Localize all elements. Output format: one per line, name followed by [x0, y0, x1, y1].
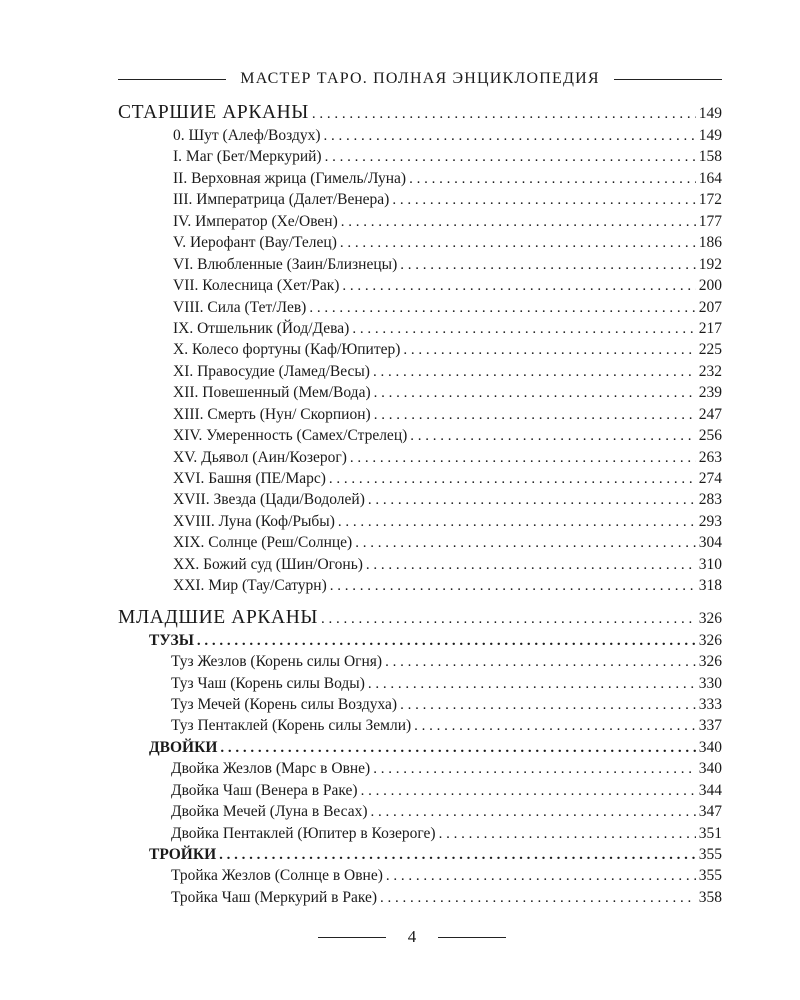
- toc-subentry[interactable]: [118, 823, 722, 844]
- toc-page-number: 263: [698, 448, 722, 466]
- toc-subentry[interactable]: [118, 780, 722, 801]
- toc-entry-title: МЛАДШИЕ АРКАНЫ: [118, 606, 318, 628]
- toc-entry-title: ТУЗЫ: [149, 631, 194, 649]
- header-rule-left: [118, 79, 226, 80]
- running-header-title: МАСТЕР ТАРО. ПОЛНАЯ ЭНЦИКЛОПЕДИЯ: [240, 70, 600, 87]
- toc-entry-title: ДВОЙКИ: [149, 738, 218, 756]
- toc-entry-title: XIII. Смерть (Нун/ Скорпион): [173, 405, 371, 423]
- toc-entry[interactable]: [118, 232, 722, 253]
- dot-leader: [374, 405, 696, 426]
- toc-subentry[interactable]: [118, 758, 722, 779]
- toc-entry-title: III. Императрица (Далет/Венера): [173, 191, 390, 209]
- toc-entry[interactable]: [118, 189, 722, 210]
- dot-leader: [338, 512, 696, 533]
- toc-page-number: 326: [698, 631, 722, 649]
- toc-page-number: 232: [698, 362, 722, 380]
- toc-entry-title: VII. Колесница (Хет/Рак): [173, 277, 340, 295]
- toc-page-number: 333: [698, 695, 722, 713]
- dot-leader: [410, 426, 695, 447]
- dot-leader: [325, 147, 696, 168]
- toc-entry[interactable]: [118, 168, 722, 189]
- dot-leader: [312, 102, 696, 126]
- dot-leader: [321, 607, 696, 631]
- header-rule-right: [614, 79, 722, 80]
- dot-leader: [373, 362, 696, 383]
- toc-entry-title: XVII. Звезда (Цади/Водолей): [173, 491, 365, 509]
- page-footer: [318, 925, 506, 949]
- toc-page-number: 358: [698, 888, 722, 906]
- toc-entry-title: СТАРШИЕ АРКАНЫ: [118, 102, 309, 123]
- toc-page-number: 186: [698, 234, 722, 252]
- dot-leader: [385, 652, 696, 673]
- toc-entry[interactable]: [118, 554, 722, 575]
- dot-leader: [340, 233, 696, 254]
- toc-entry[interactable]: [118, 211, 722, 232]
- toc-page-number: 200: [698, 277, 722, 295]
- toc-entry-title: Двойка Пентаклей (Юпитер в Козероге): [171, 824, 436, 842]
- toc-subentry[interactable]: [118, 801, 722, 822]
- toc-page-number: 256: [698, 427, 722, 445]
- toc-page-number: 340: [698, 760, 722, 778]
- toc-page-number: 318: [698, 577, 722, 595]
- toc-subentry[interactable]: [118, 673, 722, 694]
- toc-entry[interactable]: [118, 404, 722, 425]
- dot-leader: [400, 695, 696, 716]
- toc-page-number: 225: [698, 341, 722, 359]
- dot-leader: [330, 576, 696, 597]
- toc-group[interactable]: [118, 630, 722, 651]
- toc-entry-title: XXI. Мир (Тау/Сатурн): [173, 577, 327, 595]
- toc-entry[interactable]: [118, 318, 722, 339]
- dot-leader: [361, 781, 696, 802]
- toc-page-number: 347: [698, 803, 722, 821]
- toc-entry[interactable]: [118, 511, 722, 532]
- dot-leader: [368, 490, 696, 511]
- dot-leader: [373, 759, 696, 780]
- toc-entry[interactable]: [118, 382, 722, 403]
- toc-page-number: 158: [698, 148, 722, 166]
- toc-page-number: 274: [698, 470, 722, 487]
- dot-leader: [439, 824, 696, 845]
- dot-leader: [350, 448, 696, 469]
- dot-leader: [219, 845, 696, 866]
- toc-subentry[interactable]: [118, 865, 722, 886]
- toc-page-number: 293: [698, 512, 722, 530]
- toc-section[interactable]: [118, 101, 722, 125]
- toc-entry-title: XX. Божий суд (Шин/Огонь): [173, 555, 363, 573]
- toc-entry[interactable]: [118, 532, 722, 553]
- toc-section[interactable]: [118, 606, 722, 630]
- toc-entry[interactable]: [118, 146, 722, 167]
- toc-page-number: 177: [698, 212, 722, 230]
- toc-entry[interactable]: [118, 425, 722, 446]
- toc-page-number: 149: [698, 105, 722, 122]
- toc-entry[interactable]: [118, 575, 722, 596]
- dot-leader: [403, 340, 695, 361]
- toc-entry-title: Туз Пентаклей (Корень силы Земли): [171, 717, 412, 735]
- toc-page-number: 149: [698, 127, 722, 144]
- toc-entry-title: XIV. Умеренность (Самех/Стрелец): [173, 427, 408, 445]
- toc-subentry[interactable]: [118, 694, 722, 715]
- dot-leader: [355, 533, 696, 554]
- dot-leader: [368, 674, 696, 695]
- toc-entry[interactable]: [118, 468, 722, 489]
- toc-entry[interactable]: [118, 361, 722, 382]
- toc-entry-title: IV. Император (Хе/Овен): [173, 212, 338, 230]
- toc-entry-title: Двойка Мечей (Луна в Весах): [171, 803, 368, 821]
- dot-leader: [380, 888, 696, 909]
- dot-leader: [324, 126, 696, 147]
- toc-page-number: 172: [698, 191, 722, 209]
- toc-entry[interactable]: [118, 275, 722, 296]
- toc-entry-title: Тройка Жезлов (Солнце в Овне): [171, 867, 383, 885]
- toc-entry-title: XV. Дьявол (Аин/Козерог): [173, 448, 347, 466]
- dot-leader: [366, 555, 696, 576]
- toc-group[interactable]: [118, 844, 722, 865]
- toc-entry-title: I. Маг (Бет/Меркурий): [173, 148, 322, 166]
- toc-page-number: 164: [698, 169, 722, 187]
- toc-subentry[interactable]: [118, 887, 722, 908]
- toc-entry-title: XVIII. Луна (Коф/Рыбы): [173, 512, 335, 530]
- toc-entry-title: 0. Шут (Алеф/Воздух): [173, 127, 321, 144]
- dot-leader: [371, 802, 696, 823]
- toc-entry-title: II. Верховная жрица (Гимель/Луна): [173, 169, 407, 187]
- dot-leader: [341, 212, 696, 233]
- toc-entry-title: Туз Жезлов (Корень силы Огня): [171, 653, 383, 671]
- toc-entry[interactable]: [118, 125, 722, 146]
- toc-entry-title: XIX. Солнце (Реш/Солнце): [173, 534, 353, 552]
- running-header: [118, 66, 722, 92]
- toc-page-number: 330: [698, 674, 722, 692]
- toc-entry-title: ТРОЙКИ: [149, 846, 217, 863]
- toc-entry-title: Двойка Чаш (Венера в Раке): [171, 781, 358, 799]
- toc-page-number: 217: [698, 319, 722, 337]
- toc-page-number: 247: [698, 405, 722, 423]
- toc-entry-title: IX. Отшельник (Йод/Дева): [173, 319, 350, 337]
- toc-entry-title: V. Иерофант (Вау/Телец): [173, 234, 337, 252]
- dot-leader: [374, 383, 696, 404]
- dot-leader: [309, 298, 695, 319]
- toc-entry[interactable]: [118, 447, 722, 468]
- dot-leader: [220, 738, 695, 759]
- toc-page-number: 304: [698, 534, 722, 552]
- toc-entry[interactable]: [118, 297, 722, 318]
- dot-leader: [329, 469, 696, 490]
- toc-page-number: 351: [698, 824, 722, 842]
- toc-entry-title: XI. Правосудие (Ламед/Весы): [173, 362, 370, 380]
- toc-subentry[interactable]: [118, 715, 722, 736]
- page-number: 4: [407, 927, 417, 946]
- toc-entry-title: Тройка Чаш (Меркурий в Раке): [171, 888, 378, 906]
- dot-leader: [197, 631, 696, 652]
- toc-page-number: 340: [698, 738, 722, 756]
- toc-entry-title: VIII. Сила (Тет/Лев): [173, 298, 307, 316]
- toc-page-number: 355: [698, 846, 722, 863]
- toc-page-number: 326: [698, 653, 722, 671]
- dot-leader: [352, 319, 695, 340]
- toc-entry-title: XVI. Башня (ПЕ/Марс): [173, 470, 326, 487]
- toc-group[interactable]: [118, 737, 722, 758]
- toc-entry-title: X. Колесо фортуны (Каф/Юпитер): [173, 341, 401, 359]
- dot-leader: [386, 866, 696, 887]
- toc-page-number: 337: [698, 717, 722, 735]
- toc-entry[interactable]: [118, 254, 722, 275]
- toc-entry[interactable]: [118, 489, 722, 510]
- dot-leader: [342, 276, 695, 297]
- toc-entry[interactable]: [118, 339, 722, 360]
- footer-rule-left: [318, 937, 386, 938]
- toc-page-number: 239: [698, 384, 722, 402]
- toc-page-number: 310: [698, 555, 722, 573]
- toc-entry-title: VI. Влюбленные (Заин/Близнецы): [173, 255, 398, 273]
- toc-page-number: 355: [698, 867, 722, 885]
- toc-page-number: 207: [698, 298, 722, 316]
- footer-rule-right: [438, 937, 506, 938]
- toc-entry-title: Двойка Жезлов (Марс в Овне): [171, 760, 371, 778]
- toc-subentry[interactable]: [118, 651, 722, 672]
- toc-entry-title: XII. Повешенный (Мем/Вода): [173, 384, 371, 402]
- toc-page-number: 326: [698, 609, 722, 627]
- table-of-contents: [118, 101, 722, 908]
- dot-leader: [400, 255, 696, 276]
- toc-page-number: 283: [698, 491, 722, 509]
- toc-page-number: 344: [698, 781, 722, 799]
- dot-leader: [409, 169, 696, 190]
- toc-entry-title: Туз Чаш (Корень силы Воды): [171, 674, 365, 692]
- dot-leader: [392, 190, 695, 211]
- dot-leader: [414, 716, 696, 737]
- toc-page-number: 192: [698, 255, 722, 273]
- toc-entry-title: Туз Мечей (Корень силы Воздуха): [171, 695, 398, 713]
